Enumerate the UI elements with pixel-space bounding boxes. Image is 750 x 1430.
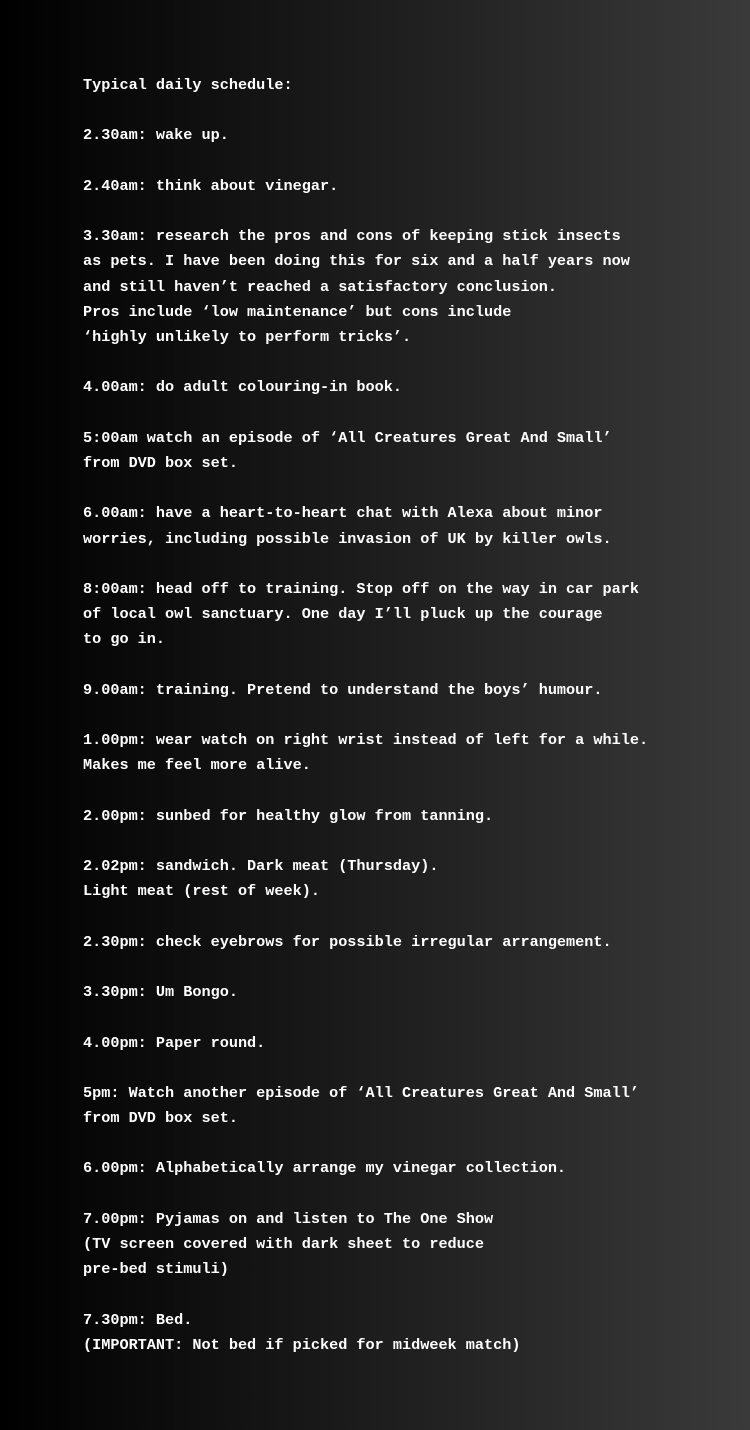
schedule-entry-line: 2.30pm: check eyebrows for possible irregular arrangement. [83, 932, 612, 951]
schedule-entry-line: Pros include ‘low maintenance’ but cons include [83, 302, 512, 321]
schedule-entry-line: 5:00am watch an episode of ‘All Creatures Great And Small’ [83, 428, 612, 447]
schedule-entry [83, 1308, 743, 1358]
schedule-entry-line: Makes me feel more alive. [83, 756, 311, 775]
schedule-entry-line: 3.30am: research the pros and cons of keeping stick insects [83, 227, 621, 246]
schedule-entry-line: 2.02pm: sandwich. Dark meat (Thursday). [83, 857, 439, 876]
schedule-entry-line: 6.00pm: Alphabetically arrange my vinegar collection. [83, 1159, 567, 1178]
schedule-heading: Typical daily schedule: [83, 76, 293, 94]
schedule-entry [83, 174, 743, 199]
schedule-entry-line: pre-bed stimuli) [83, 1260, 229, 1279]
schedule-entry-line: ‘highly unlikely to perform tricks’. [83, 327, 412, 346]
schedule-entry [83, 123, 743, 148]
schedule-entry [83, 1031, 743, 1056]
schedule-entry [83, 375, 743, 400]
schedule-entry-line: Light meat (rest of week). [83, 882, 320, 901]
schedule-entry-line: as pets. I have been doing this for six and a half years now [83, 252, 630, 271]
schedule-entry-line: to go in. [83, 630, 166, 649]
schedule-entry-line: 2.40am: think about vinegar. [83, 176, 339, 195]
schedule-entry-line: 6.00am: have a heart-to-heart chat with Alexa about minor [83, 504, 603, 523]
schedule-entry [83, 426, 743, 476]
schedule-entry-line: from DVD box set. [83, 1109, 238, 1128]
schedule-entry-line: 7.00pm: Pyjamas on and listen to The One Show [83, 1209, 494, 1228]
schedule-entry-line: 7.30pm: Bed. [83, 1310, 193, 1329]
schedule-entry-line: 2.30am: wake up. [83, 126, 229, 145]
schedule-entry [83, 1081, 743, 1131]
schedule-entry [83, 804, 743, 829]
schedule-entries [83, 123, 743, 1358]
schedule-entry [83, 930, 743, 955]
schedule-entry-line: 8:00am: head off to training. Stop off on the way in car park [83, 579, 639, 598]
schedule-entry-line: (TV screen covered with dark sheet to reduce [83, 1235, 485, 1254]
schedule-entry-line: from DVD box set. [83, 453, 238, 472]
schedule-entry-line: of local owl sanctuary. One day I’ll pluck up the courage [83, 605, 603, 624]
schedule-entry-line: 1.00pm: wear watch on right wrist instead of left for a while. [83, 731, 649, 750]
schedule-entry-line: 4.00pm: Paper round. [83, 1033, 266, 1052]
schedule-entry [83, 728, 743, 778]
schedule-entry [83, 678, 743, 703]
schedule-entry-line: 4.00am: do adult colouring-in book. [83, 378, 402, 397]
schedule-entry [83, 1207, 743, 1283]
schedule-entry [83, 501, 743, 551]
schedule-entry [83, 224, 743, 350]
schedule-entry-line: 9.00am: training. Pretend to understand the boys’ humour. [83, 680, 603, 699]
schedule-text [83, 73, 743, 1383]
schedule-entry [83, 577, 743, 653]
schedule-entry-line: 3.30pm: Um Bongo. [83, 983, 238, 1002]
schedule-entry-line: (IMPORTANT: Not bed if picked for midweek match) [83, 1335, 521, 1354]
schedule-entry-line: and still haven’t reached a satisfactory conclusion. [83, 277, 557, 296]
schedule-entry-line: 2.00pm: sunbed for healthy glow from tanning. [83, 806, 494, 825]
schedule-entry-line: worries, including possible invasion of UK by killer owls. [83, 529, 612, 548]
schedule-entry [83, 1156, 743, 1181]
schedule-entry-line: 5pm: Watch another episode of ‘All Creatures Great And Small’ [83, 1083, 639, 1102]
schedule-entry [83, 854, 743, 904]
schedule-entry [83, 980, 743, 1005]
